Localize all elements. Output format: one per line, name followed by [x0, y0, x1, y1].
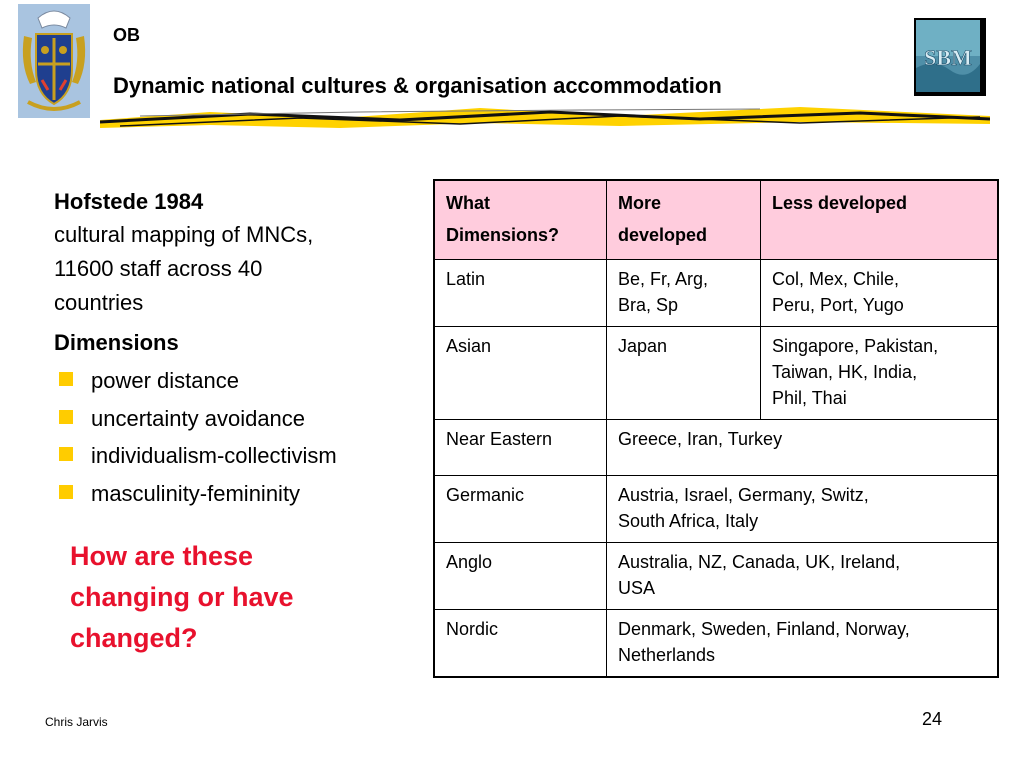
dimensions-heading: Dimensions: [54, 330, 179, 355]
brush-underline: [100, 104, 990, 130]
svg-text:SBM: SBM: [924, 45, 972, 70]
description-line: 11600 staff across 40: [54, 256, 263, 281]
list-item: uncertainty avoidance: [54, 400, 414, 438]
column-header-less-developed: Less developed: [761, 180, 999, 260]
less-developed-cell: Col, Mex, Chile, Peru, Port, Yugo: [761, 260, 999, 327]
study-heading: Hofstede 1984: [54, 189, 204, 214]
culture-clusters-table: [433, 179, 999, 678]
course-code: OB: [113, 25, 140, 45]
square-bullet-icon: [59, 410, 73, 424]
left-panel: [54, 186, 414, 512]
countries-cell: Austria, Israel, Germany, Switz, South Africa, Italy: [607, 476, 999, 543]
table-row: [434, 476, 998, 543]
discussion-question: How are these changing or have changed?: [70, 541, 294, 653]
table-row: [434, 610, 998, 678]
sbm-logo-icon: [914, 18, 986, 96]
countries-cell: Australia, NZ, Canada, UK, Ireland, USA: [607, 543, 999, 610]
more-developed-cell: Japan: [607, 327, 761, 420]
square-bullet-icon: [59, 447, 73, 461]
countries-cell: Greece, Iran, Turkey: [607, 420, 999, 476]
table-row: [434, 543, 998, 610]
column-header-dimensions: What Dimensions?: [434, 180, 607, 260]
table-header-row: [434, 180, 998, 260]
countries-cell: Denmark, Sweden, Finland, Norway, Netherlands: [607, 610, 999, 678]
description-line: cultural mapping of MNCs,: [54, 222, 314, 247]
less-developed-cell: Singapore, Pakistan, Taiwan, HK, India, Phil, Thai: [761, 327, 999, 420]
square-bullet-icon: [59, 372, 73, 386]
list-item: masculinity-femininity: [54, 475, 414, 513]
dimension-cell: Asian: [434, 327, 607, 420]
more-developed-cell: Be, Fr, Arg, Bra, Sp: [607, 260, 761, 327]
dimensions-list: [54, 362, 414, 512]
table-row: [434, 327, 998, 420]
dimension-cell: Germanic: [434, 476, 607, 543]
author-name: Chris Jarvis: [45, 715, 108, 729]
description-line: countries: [54, 290, 144, 315]
dimension-cell: Latin: [434, 260, 607, 327]
table-row: [434, 420, 998, 476]
list-item: power distance: [54, 362, 414, 400]
list-item: individualism-collectivism: [54, 437, 414, 475]
square-bullet-icon: [59, 485, 73, 499]
university-crest-icon: [18, 4, 90, 118]
dimension-cell: Near Eastern: [434, 420, 607, 476]
dimension-cell: Nordic: [434, 610, 607, 678]
table-row: [434, 260, 998, 327]
slide-title: Dynamic national cultures & organisation accommodation: [113, 73, 722, 98]
dimension-cell: Anglo: [434, 543, 607, 610]
page-number: 24: [922, 709, 943, 729]
column-header-more-developed: More developed: [607, 180, 761, 260]
